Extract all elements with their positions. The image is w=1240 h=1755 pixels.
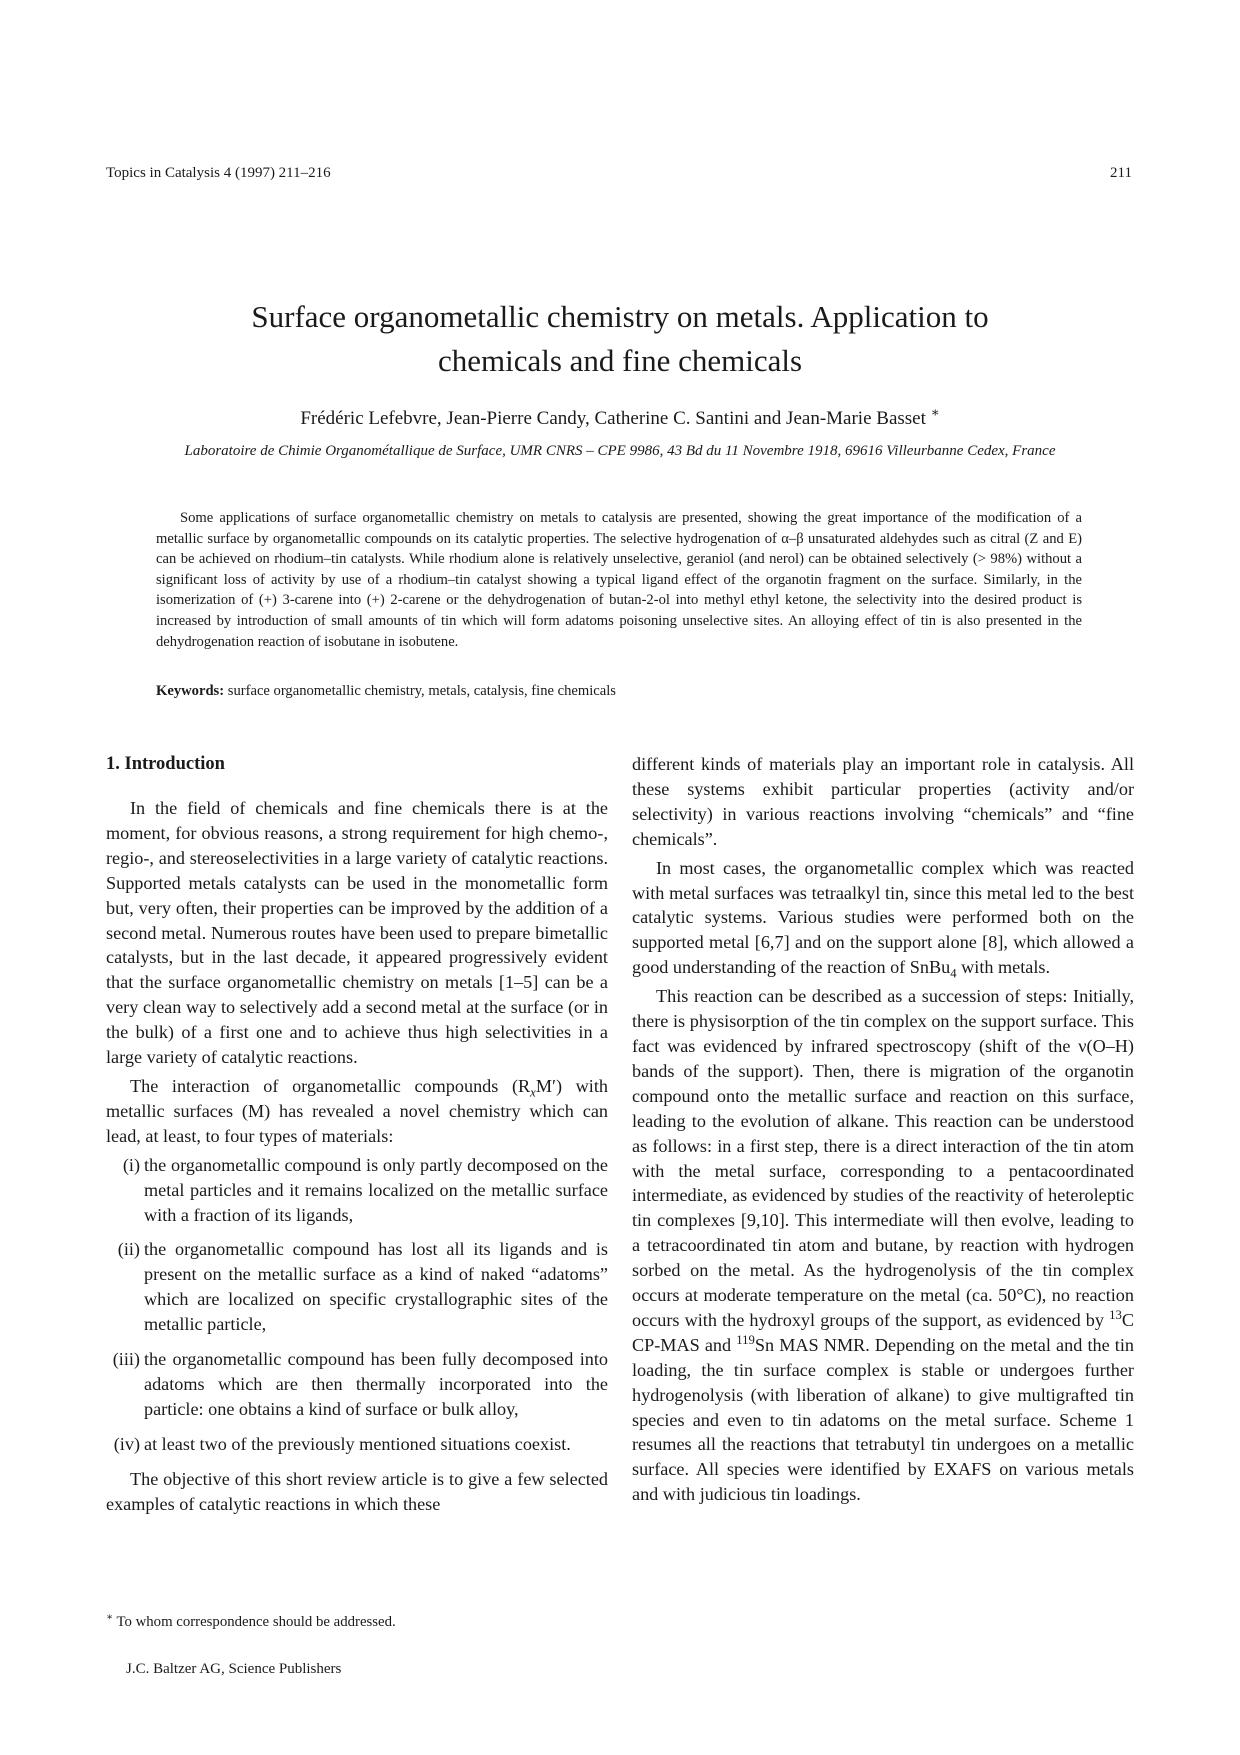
paper-title-line-1: Surface organometallic chemistry on metals. Application to [251, 299, 989, 334]
section-heading: 1. Introduction [106, 754, 225, 774]
list-item-label: (iii) [112, 1349, 140, 1370]
abstract: Some applications of surface organometallic chemistry on metals to catalysis are presented, showing the great importance of the modification of a metallic surface by organometallic compounds on its catalytic properties. The selective hydrogenation of α–β unsaturated aldehydes such as citral (Z and E) can be achieved on rhodium–tin catalysts. While rhodium alone is relatively unselective, geraniol (and nerol) can be obtained selectively (> 98%) without a significant loss of activity by use of a rhodium–tin catalyst showing a typical ligand effect of the organotin fragment on the surface. Similarly, in the isomerization of (+) 3-carene into (+) 2-carene or the dehydrogenation of butan-2-ol into methyl ethyl ketone, the selectivity into the desired product is increased by introduction of small amounts of tin which will form adatoms poisoning unselective sites. An alloying effect of tin is also presented in the dehydrogenation reaction of isobutane in isobutene. [156, 510, 1082, 650]
list-item [106, 1237, 608, 1337]
list-item-label: (iv) [113, 1433, 140, 1454]
right-p2-subscript: 4 [950, 966, 957, 981]
right-p3-sup-2: 119 [736, 1332, 755, 1347]
keywords-text: surface organometallic chemistry, metals, catalysis, fine chemicals [227, 683, 616, 699]
running-header-journal: Topics in Catalysis 4 (1997) 211–216 [106, 165, 331, 181]
keywords-label: Keywords: [156, 683, 225, 699]
affiliation: Laboratoire de Chimie Organométallique de Surface, UMR CNRS – CPE 9986, 43 Bd du 11 Novembre 1918, 69616 Villeurbanne Cedex, France [184, 443, 1056, 459]
list-item-text: at least two of the previously mentioned situations coexist. [144, 1433, 571, 1454]
right-paragraph-1: different kinds of materials play an important role in catalysis. All these systems exhibit particular properties (activity and/or selectivity) in various reactions involving “chemicals” and “fine chemicals”. [632, 754, 1134, 849]
list-item [106, 1432, 608, 1457]
list-item [106, 1153, 608, 1228]
author-names: Frédéric Lefebvre, Jean-Pierre Candy, Catherine C. Santini and Jean-Marie Basset [300, 408, 926, 429]
intro-paragraph-1: In the field of chemicals and fine chemicals there is at the moment, for obvious reasons, a strong requirement for high chemo-, regio-, and stereoselectivities in a large variety of catalytic reactions. Supported metals catalysts can be used in the monometallic form but, very often, their properties can be improved by the addition of a second metal. Numerous routes have been used to prepare bimetallic catalysts, but in the last decade, it appeared progressively evident that the surface organometallic chemistry on metals [1–5] can be a very clean way to selectively add a second metal at the surface (or in the bulk) of a first one and to achieve thus high selectivities in a large variety of catalytic reactions. [106, 798, 608, 1068]
right-p2-text-b: with metals. [956, 957, 1051, 978]
interaction-subscript: x [530, 1085, 536, 1100]
intro-paragraph-2 [106, 1074, 608, 1149]
right-p3-text-b: C CP-MAS and [632, 1309, 1134, 1355]
right-p3-sup-1: 13 [1109, 1307, 1122, 1322]
footnote-text: To whom correspondence should be addressed. [116, 1614, 396, 1630]
list-item-text: the organometallic compound has been fully decomposed into adatoms which are then thermally incorporated into the particle: one obtains a kind of surface or bulk alloy, [144, 1349, 608, 1419]
right-column [632, 752, 1134, 1511]
right-p2-text-a: In most cases, the organometallic complex which was reacted with metal surfaces was tetraalkyl tin, since this metal led to the best catalytic systems. Various studies were performed both on the supported metal [6,7] and on the support alone [8], which allowed a good understanding of the reaction of SnBu [632, 857, 1134, 978]
footnote [106, 1614, 396, 1631]
interaction-text-a: The interaction of organometallic compounds (R [130, 1075, 531, 1096]
right-p3-text-a: This reaction can be described as a succession of steps: Initially, there is physisorption of the tin complex on the support surface. This fact was evidenced by infrared spectroscopy (shift of the ν(O–H) bands of the support). Then, there is migration of the organotin compound onto the metallic surface and reaction on this surface, leading to the evolution of alkane. This reaction can be understood as follows: in a first step, there is a direct interaction of the tin atom with the metal surface, corresponding to a pentacoordinated intermediate, as evidenced by studies of the reactivity of heteroleptic tin complexes [9,10]. This intermediate will then evolve, leading to a tetracoordinated tin atom and butane, by reaction with hydrogen sorbed on the metal. As the hydrogenolysis of the tin complex occurs at moderate temperature on the metal (ca. 50°C), no reaction occurs with the hydroxyl groups of the support, as evidenced by [632, 986, 1134, 1330]
list-item [106, 1347, 608, 1422]
list-item-text: the organometallic compound has lost all its ligands and is present on the metallic surface as a kind of naked “adatoms” which are localized on specific crystallographic sites of the metallic particle, [144, 1239, 608, 1335]
objective-paragraph: The objective of this short review article is to give a few selected examples of catalytic reactions in which these [106, 1468, 608, 1514]
right-paragraph-3 [632, 984, 1134, 1507]
left-column [106, 752, 608, 1520]
keywords [156, 683, 1082, 700]
paper-title-line-2: chemicals and fine chemicals [437, 343, 803, 378]
right-p3-text-c: Sn MAS NMR. Depending on the metal and the tin loading, the tin surface complex is stable or undergoes further hydrogenolysis (with liberation of alkane) to give multigrafted tin species and even to tin adatoms on the metal surface. Scheme 1 resumes all the reactions that tetrabutyl tin undergoes on a metallic surface. All species were identified by EXAFS on various metals and with judicious tin loadings. [632, 1334, 1135, 1505]
list-item-label: (ii) [117, 1239, 140, 1260]
paper-title [80, 295, 1160, 383]
material-types-list [106, 1153, 608, 1457]
publisher-line: J.C. Baltzer AG, Science Publishers [126, 1661, 342, 1677]
list-item-text: the organometallic compound is only partly decomposed on the metal particles and it remains localized on the metallic surface with a fraction of its ligands, [144, 1154, 608, 1225]
list-item-label: (i) [122, 1154, 140, 1175]
footnote-mark: ∗ [106, 1612, 114, 1624]
right-paragraph-2 [632, 856, 1134, 981]
interaction-text-b: M′) with metallic surfaces (M) has revealed a novel chemistry which can lead, at least, to four types of materials: [106, 1075, 609, 1146]
corresponding-author-mark: ∗ [930, 404, 940, 420]
page-number: 211 [1110, 165, 1132, 181]
author-list [80, 404, 1160, 430]
